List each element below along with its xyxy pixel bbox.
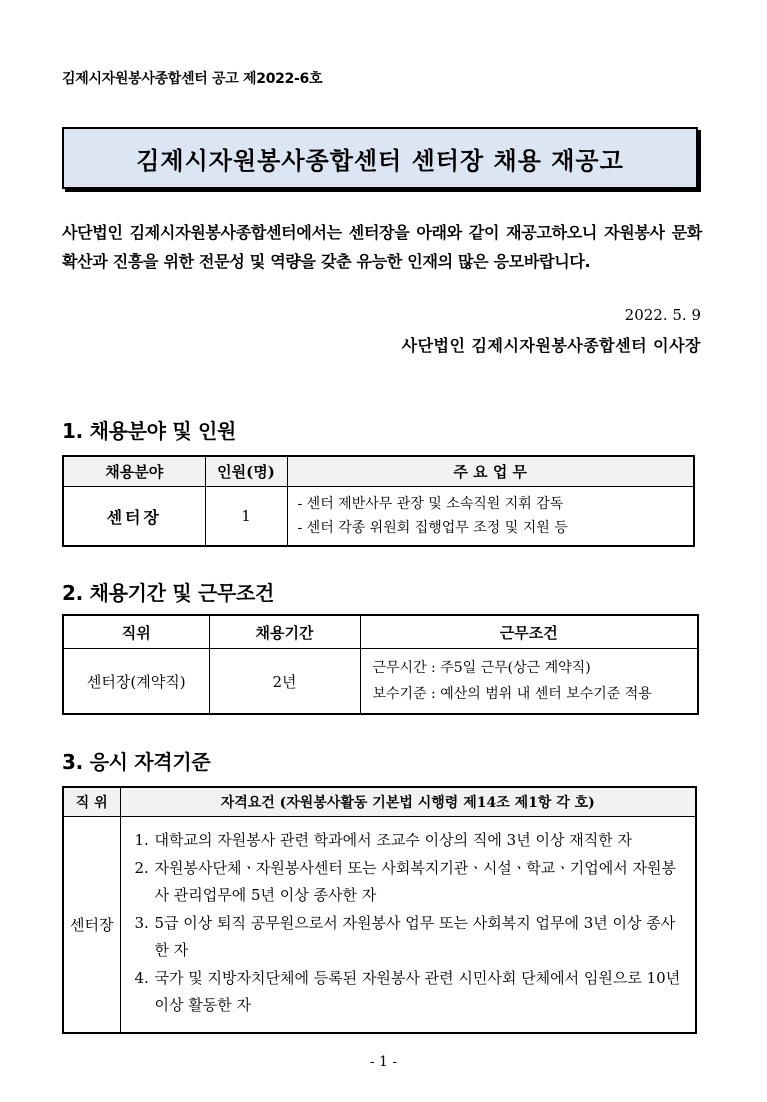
intro-paragraph: 사단법인 김제시자원봉사종합센터에서는 센터장을 아래와 같이 재공고하오니 자원봉사 문화 확산과 진흥을 위한 전문성 및 역량을 갖춘 유능한 인재의 많은 응모바랍니다. [62,223,702,271]
header-duties: 주 요 업 무 [287,456,694,487]
position-cell: 센터장 [63,817,120,1033]
header-position: 직 위 [63,787,120,817]
duty-item: - 센터 제반사무 관장 및 소속직원 지휘 감독 [297,496,564,512]
list-item [134,965,686,1020]
field-cell: 센터장 [63,487,205,547]
page-number: - 1 - [369,1054,398,1070]
duties-cell [287,487,694,547]
header-conditions: 근무조건 [360,615,698,649]
qualification-list [121,817,696,1032]
conditions-cell [360,649,698,715]
period-cell: 2년 [209,649,360,715]
table-header-row [63,787,696,817]
qualifications-cell [120,817,696,1033]
list-item [134,910,686,965]
section1-title: 1. 채용분야 및 인원 [62,419,237,443]
recruitment-field-table [62,455,695,547]
table-header-row [63,615,698,649]
duty-item: - 센터 각종 위원회 집행업무 조정 및 지원 등 [297,520,568,536]
item-number: 2. [134,858,149,877]
section3-title: 3. 응시 자격기준 [62,750,211,774]
header-count: 인원(명) [205,456,287,487]
count-cell: 1 [205,487,287,547]
qualification-table [62,786,697,1034]
header-qualifications: 자격요건 (자원봉사활동 기본법 시행령 제14조 제1항 각 호) [120,787,696,817]
item-text: 국가 및 지방자치단체에 등록된 자원봉사 관련 시민사회 단체에서 임원으로 10년 이상 활동한 자 [154,968,681,1014]
item-number: 4. [134,968,149,987]
table-header-row [63,456,694,487]
condition-item: 보수기준 : 예산의 범위 내 센터 보수기준 적용 [372,686,652,702]
notice-number: 김제시자원봉사종합센터 공고 제2022-6호 [62,71,323,87]
item-number: 3. [134,913,149,932]
table-row [63,487,694,547]
list-item [134,827,686,855]
notice-date: 2022. 5. 9 [624,306,701,324]
condition-item: 근무시간 : 주5일 근무(상근 계약직) [372,660,591,676]
issuer: 사단법인 김제시자원봉사종합센터 이사장 [401,336,701,355]
list-item [134,855,686,910]
header-field: 채용분야 [63,456,205,487]
document-title-box [62,127,698,189]
position-cell: 센터장(계약직) [63,649,209,715]
document-title: 김제시자원봉사종합센터 센터장 채용 재공고 [136,146,624,175]
item-text: 대학교의 자원봉사 관련 학과에서 조교수 이상의 직에 3년 이상 재직한 자 [154,831,632,849]
header-position: 직위 [63,615,209,649]
item-number: 1. [134,831,149,849]
employment-terms-table [62,614,699,715]
table-row [63,649,698,715]
section2-title: 2. 채용기간 및 근무조건 [62,581,275,605]
item-text: 자원봉사단체ㆍ자원봉사센터 또는 사회복지기관ㆍ시설ㆍ학교ㆍ기업에서 자원봉사 관리업무에 5년 이상 종사한 자 [154,858,676,904]
header-period: 채용기간 [209,615,360,649]
item-text: 5급 이상 퇴직 공무원으로서 자원봉사 업무 또는 사회복지 업무에 3년 이상 종사한 자 [154,913,676,959]
table-row [63,817,696,1033]
